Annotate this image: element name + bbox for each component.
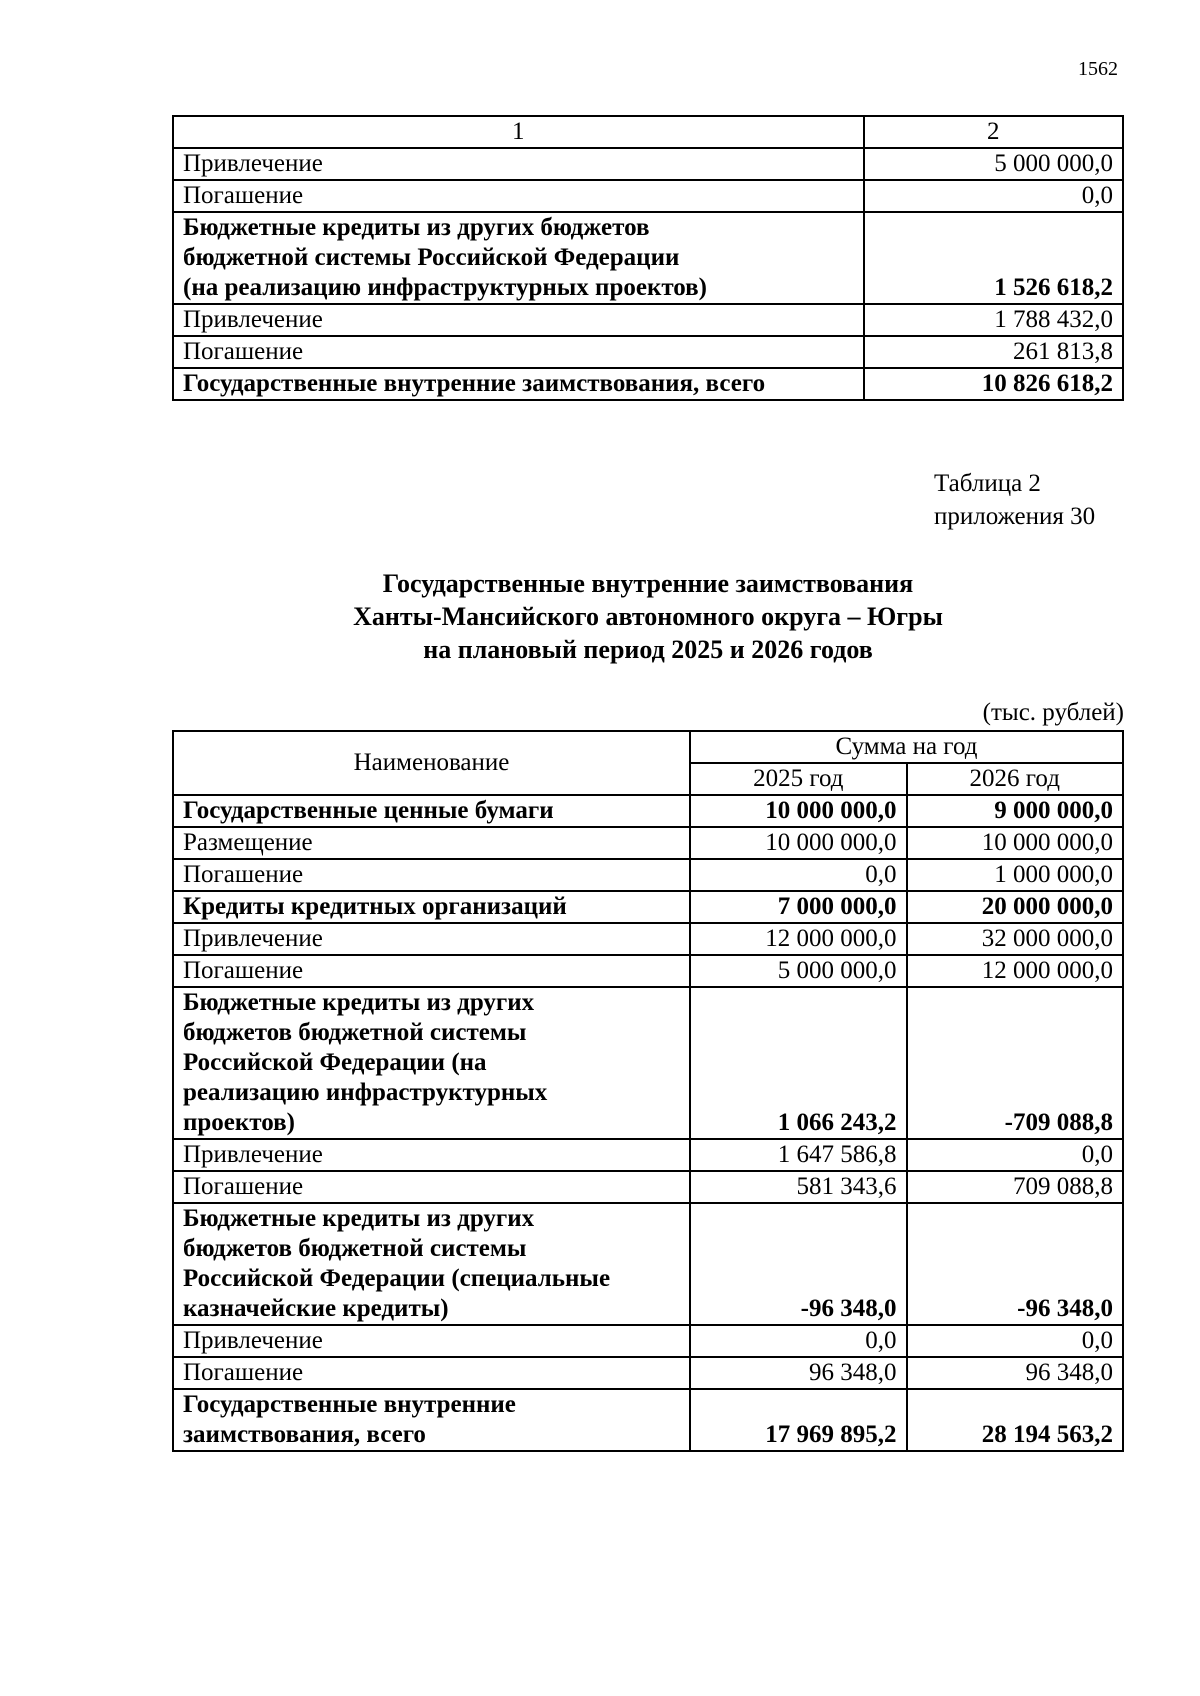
row-name-line: Привлечение [183,1327,323,1354]
title-line: Государственные внутренние заимствования [382,569,914,598]
row-name: Привлечение [173,304,864,336]
row-value: 10 826 618,2 [864,368,1123,400]
table-row [173,955,1123,987]
table-body [173,795,1123,1451]
row-name-line: Бюджетные кредиты из других [183,989,535,1016]
row-value-2026: 20 000 000,0 [907,891,1124,923]
header-year-2026: 2026 год [907,763,1124,795]
table-header-row [173,731,1123,763]
row-name [173,1203,690,1325]
row-value-2025: 0,0 [690,1325,906,1357]
row-name-line: Размещение [183,829,313,856]
table-row [173,923,1123,955]
row-name-line: Российской Федерации (на [183,1049,487,1076]
row-value-2026: 32 000 000,0 [907,923,1124,955]
row-value-2025: 10 000 000,0 [690,827,906,859]
table-row [173,1325,1123,1357]
row-name [173,212,864,304]
row-name-line: Бюджетные кредиты из других [183,1205,535,1232]
row-value-2025: 0,0 [690,859,906,891]
row-name-line: Привлечение [183,925,323,952]
row-name: Погашение [173,180,864,212]
row-value: 261 813,8 [864,336,1123,368]
row-name-line: бюджетов бюджетной системы [183,1019,527,1046]
row-value-2025: 7 000 000,0 [690,891,906,923]
row-value: 0,0 [864,180,1123,212]
table-row [173,148,1123,180]
row-name [173,1139,690,1171]
table-row [173,987,1123,1139]
row-name: Погашение [173,336,864,368]
table-row [173,336,1123,368]
row-name-line: реализацию инфраструктурных [183,1079,548,1106]
column-number-1: 1 [173,116,864,148]
row-value-2026: 0,0 [907,1325,1124,1357]
borrowings-table-continued [172,115,1124,401]
header-year-2025: 2025 год [690,763,906,795]
title-line: на плановый период 2025 и 2026 годов [423,635,873,664]
table-row [173,891,1123,923]
row-value-2026: 96 348,0 [907,1357,1124,1389]
units-label: (тыс. рублей) [982,699,1124,726]
borrowings-plan-table [172,730,1124,1452]
table-row [173,180,1123,212]
row-name-line: Российской Федерации (специальные [183,1265,611,1292]
row-value: 1 526 618,2 [864,212,1123,304]
row-name-line: заимствования, всего [183,1421,426,1448]
row-value-2026: 28 194 563,2 [907,1389,1124,1451]
row-name-line: бюджетной системы Российской Федерации [183,244,680,271]
row-name-line: Погашение [183,861,304,888]
row-name-line: Погашение [183,1173,304,1200]
row-name [173,955,690,987]
row-name [173,795,690,827]
row-value-2025: 96 348,0 [690,1357,906,1389]
table-row [173,1389,1123,1451]
row-value-2026: -96 348,0 [907,1203,1124,1325]
title-line: Ханты-Мансийского автономного округа – Югры [353,602,943,631]
row-name-line: (на реализацию инфраструктурных проектов) [183,274,707,301]
table-row [173,827,1123,859]
row-name: Привлечение [173,148,864,180]
header-name: Наименование [173,731,690,795]
row-value-2026: 10 000 000,0 [907,827,1124,859]
row-value-2025: 5 000 000,0 [690,955,906,987]
row-name [173,827,690,859]
row-name-line: Кредиты кредитных организаций [183,893,567,920]
table-row-total [173,368,1123,400]
row-value-2025: -96 348,0 [690,1203,906,1325]
table-caption-line: приложения 30 [934,503,1096,530]
table-row [173,1357,1123,1389]
table-caption [934,467,1095,533]
row-value-2026: -709 088,8 [907,987,1124,1139]
row-name [173,1325,690,1357]
row-name [173,987,690,1139]
row-value-2026: 709 088,8 [907,1171,1124,1203]
table-row [173,1139,1123,1171]
row-value-2025: 1 066 243,2 [690,987,906,1139]
row-name [173,1389,690,1451]
table-row [173,304,1123,336]
header-sum: Сумма на год [690,731,1123,763]
row-name: Государственные внутренние заимствования, всего [173,368,864,400]
row-name-line: проектов) [183,1109,295,1136]
row-name-line: бюджетов бюджетной системы [183,1235,527,1262]
row-name-line: Привлечение [183,1141,323,1168]
row-name-line: Бюджетные кредиты из других бюджетов [183,214,650,241]
row-name-line: Погашение [183,1359,304,1386]
table-row [173,212,1123,304]
row-value-2025: 1 647 586,8 [690,1139,906,1171]
row-value-2025: 581 343,6 [690,1171,906,1203]
row-name [173,923,690,955]
row-name-line: Государственные ценные бумаги [183,797,554,824]
document-title [172,567,1124,666]
row-name [173,859,690,891]
row-value-2026: 0,0 [907,1139,1124,1171]
row-value: 5 000 000,0 [864,148,1123,180]
row-name [173,891,690,923]
table-row [173,1171,1123,1203]
table-row [173,1203,1123,1325]
row-value-2025: 12 000 000,0 [690,923,906,955]
row-value-2026: 9 000 000,0 [907,795,1124,827]
row-name [173,1357,690,1389]
table-header-row [173,116,1123,148]
table-row [173,859,1123,891]
table-caption-line: Таблица 2 [934,470,1041,497]
table-row [173,795,1123,827]
row-value-2026: 12 000 000,0 [907,955,1124,987]
row-name [173,1171,690,1203]
row-value: 1 788 432,0 [864,304,1123,336]
row-value-2025: 17 969 895,2 [690,1389,906,1451]
column-number-2: 2 [864,116,1123,148]
row-name-line: Погашение [183,957,304,984]
page-number: 1562 [1078,58,1118,80]
row-name-line: казначейские кредиты) [183,1295,449,1322]
row-name-line: Государственные внутренние [183,1391,516,1418]
row-value-2025: 10 000 000,0 [690,795,906,827]
row-value-2026: 1 000 000,0 [907,859,1124,891]
